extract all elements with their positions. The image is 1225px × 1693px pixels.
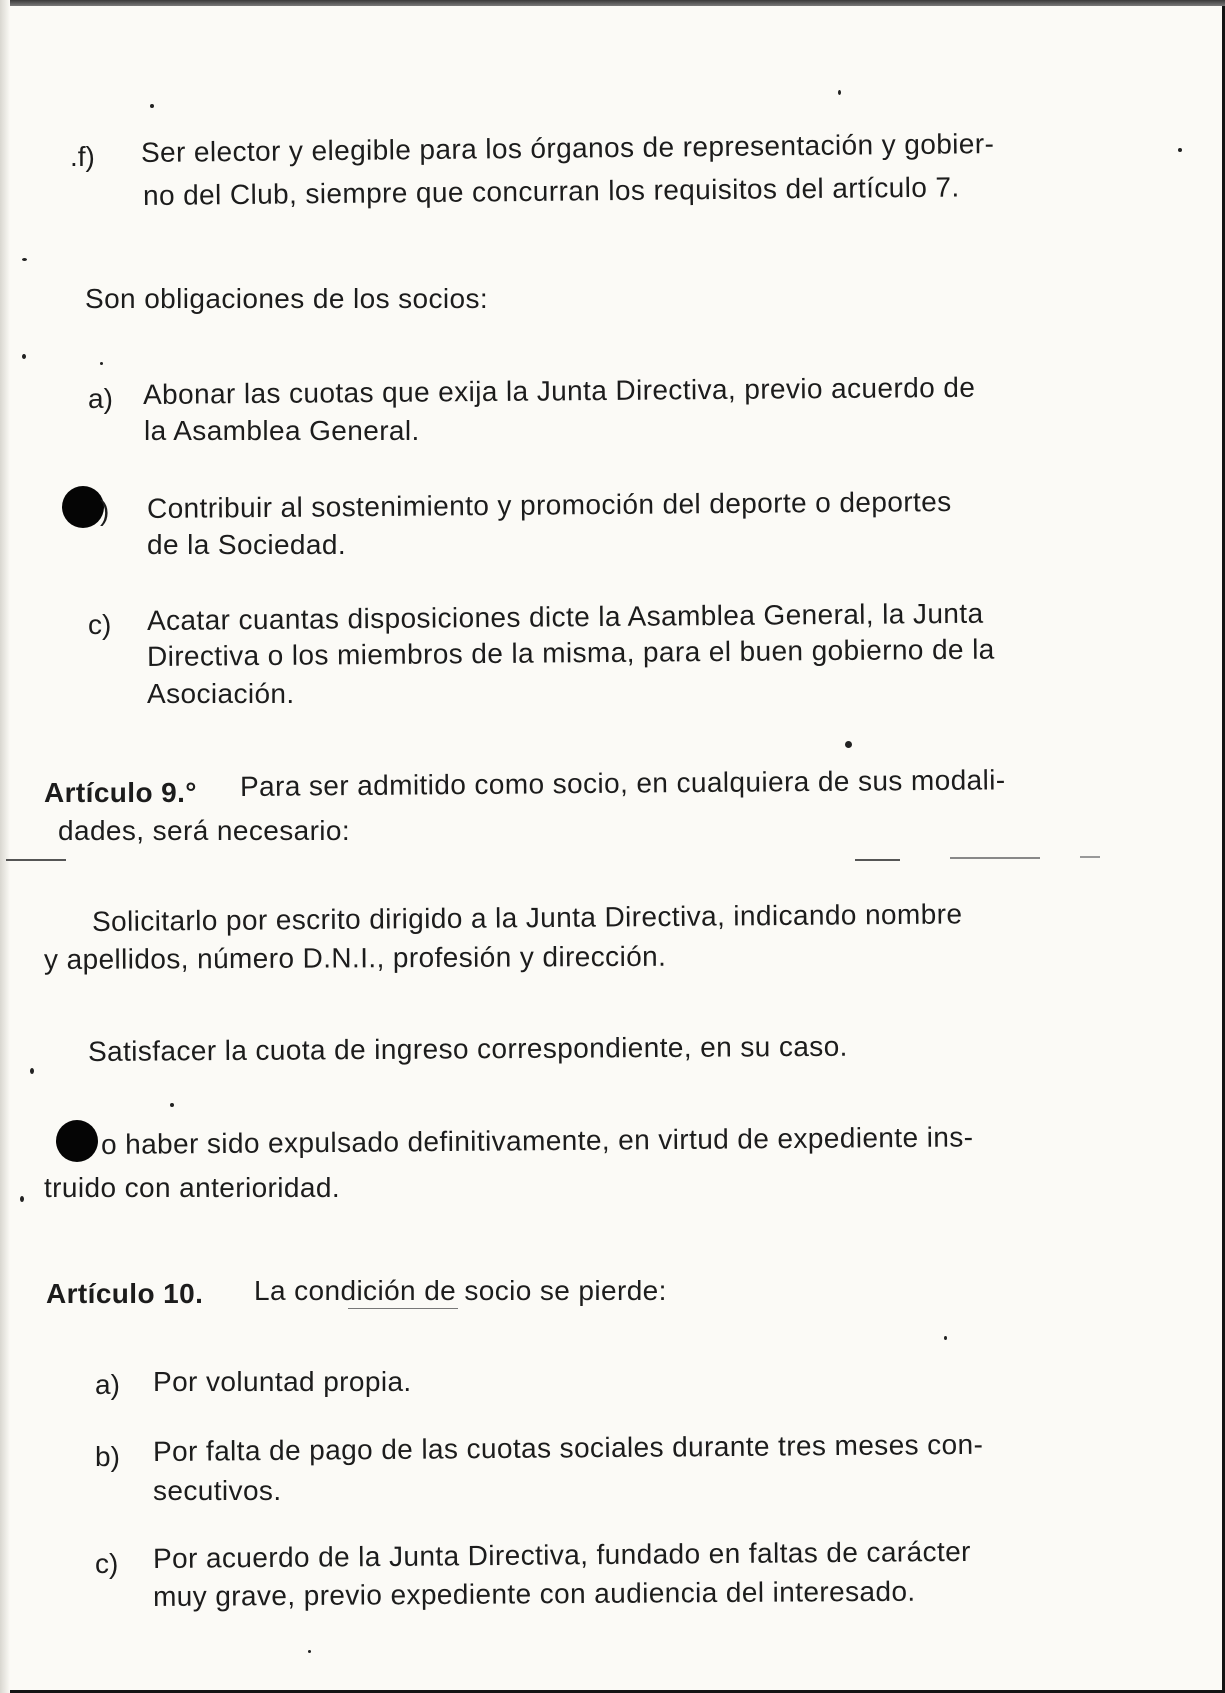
obligation-c-text-line-3: Asociación.	[147, 678, 295, 709]
scan-speck	[944, 1336, 947, 1340]
scan-speck	[30, 1068, 34, 1074]
item-f-text-line-1: Ser elector y elegible para los órganos de representación y gobier-	[140, 128, 995, 168]
obligation-b-marker: )	[100, 495, 110, 526]
obligation-c-marker: c)	[88, 609, 112, 640]
obligations-heading: Son obligaciones de los socios:	[85, 283, 489, 314]
item-f-text-line-2: no del Club, siempre que concurran los requisitos del artículo 7.	[142, 171, 960, 211]
article-10-item-a-marker: a)	[95, 1369, 120, 1400]
article-9-text-line-2: dades, será necesario:	[58, 815, 351, 846]
article-9-requirement-3-line-1: o haber sido expulsado definitivamente, en virtud de expediente ins-	[100, 1121, 974, 1160]
article-10-item-b-text-line-2: secutivos.	[153, 1475, 282, 1506]
scan-speck	[100, 362, 103, 365]
article-9-requirement-2: Satisfacer la cuota de ingreso correspondiente, en su caso.	[87, 1030, 848, 1067]
scan-speck	[22, 258, 27, 261]
punch-hole-lower	[56, 1120, 98, 1162]
article-9-requirement-1-line-1: Solicitarlo por escrito dirigido a la Junta Directiva, indicando nombre	[91, 898, 963, 937]
article-10-item-b-marker: b)	[95, 1441, 120, 1472]
scan-speck	[845, 741, 852, 748]
article-10-intro: La condición de socio se pierde:	[254, 1275, 667, 1306]
scan-dash	[6, 859, 66, 861]
scan-speck	[170, 1103, 174, 1107]
scan-speck	[22, 354, 26, 359]
article-9-requirement-1-line-2: y apellidos, número D.N.I., profesión y dirección.	[43, 940, 667, 975]
obligation-a-marker: a)	[88, 383, 113, 414]
scan-speck	[20, 1196, 24, 1202]
article-10-item-c-marker: c)	[95, 1548, 119, 1579]
article-10-item-c-text-line-2: muy grave, previo expediente con audiencia del interesado.	[152, 1575, 916, 1612]
article-10-item-c-text-line-1: Por acuerdo de la Junta Directiva, fundado en faltas de carácter	[152, 1535, 971, 1574]
scan-dash	[1080, 856, 1100, 858]
article-10-item-a-text: Por voluntad propia.	[153, 1366, 412, 1397]
article-10-label: Artículo 10.	[46, 1278, 204, 1309]
punch-hole-upper	[62, 486, 104, 528]
article-10-item-b-text-line-1: Por falta de pago de las cuotas sociales durante tres meses con-	[152, 1428, 984, 1467]
article-9-requirement-3-line-2: truido con anterioridad.	[44, 1172, 340, 1203]
scan-speck	[308, 1650, 311, 1653]
scan-dash	[950, 857, 1040, 859]
obligation-a-text-line-2: la Asamblea General.	[144, 415, 420, 446]
obligation-c-text-line-1: Acatar cuantas disposiciones dicte la Asamblea General, la Junta	[146, 597, 984, 636]
item-f-marker: .f)	[70, 141, 95, 172]
scan-left-edge	[0, 0, 10, 1693]
obligation-c-text-line-2: Directiva o los miembros de la misma, para el buen gobierno de la	[146, 633, 995, 672]
scan-speck	[838, 90, 841, 95]
scan-dash	[348, 1308, 458, 1309]
article-9-text-line-1: Para ser admitido como socio, en cualquiera de sus modali-	[239, 764, 1006, 802]
scan-top-border	[0, 0, 1225, 6]
scan-dash	[855, 859, 900, 861]
obligation-b-text-line-2: de la Sociedad.	[147, 529, 347, 560]
obligation-a-text-line-1: Abonar las cuotas que exija la Junta Directiva, previo acuerdo de	[142, 371, 976, 410]
obligation-b-text-line-1: Contribuir al sostenimiento y promoción del deporte o deportes	[146, 485, 952, 524]
scan-speck	[1178, 148, 1182, 152]
article-9-label: Artículo 9.°	[44, 777, 197, 808]
scan-speck	[150, 104, 154, 108]
